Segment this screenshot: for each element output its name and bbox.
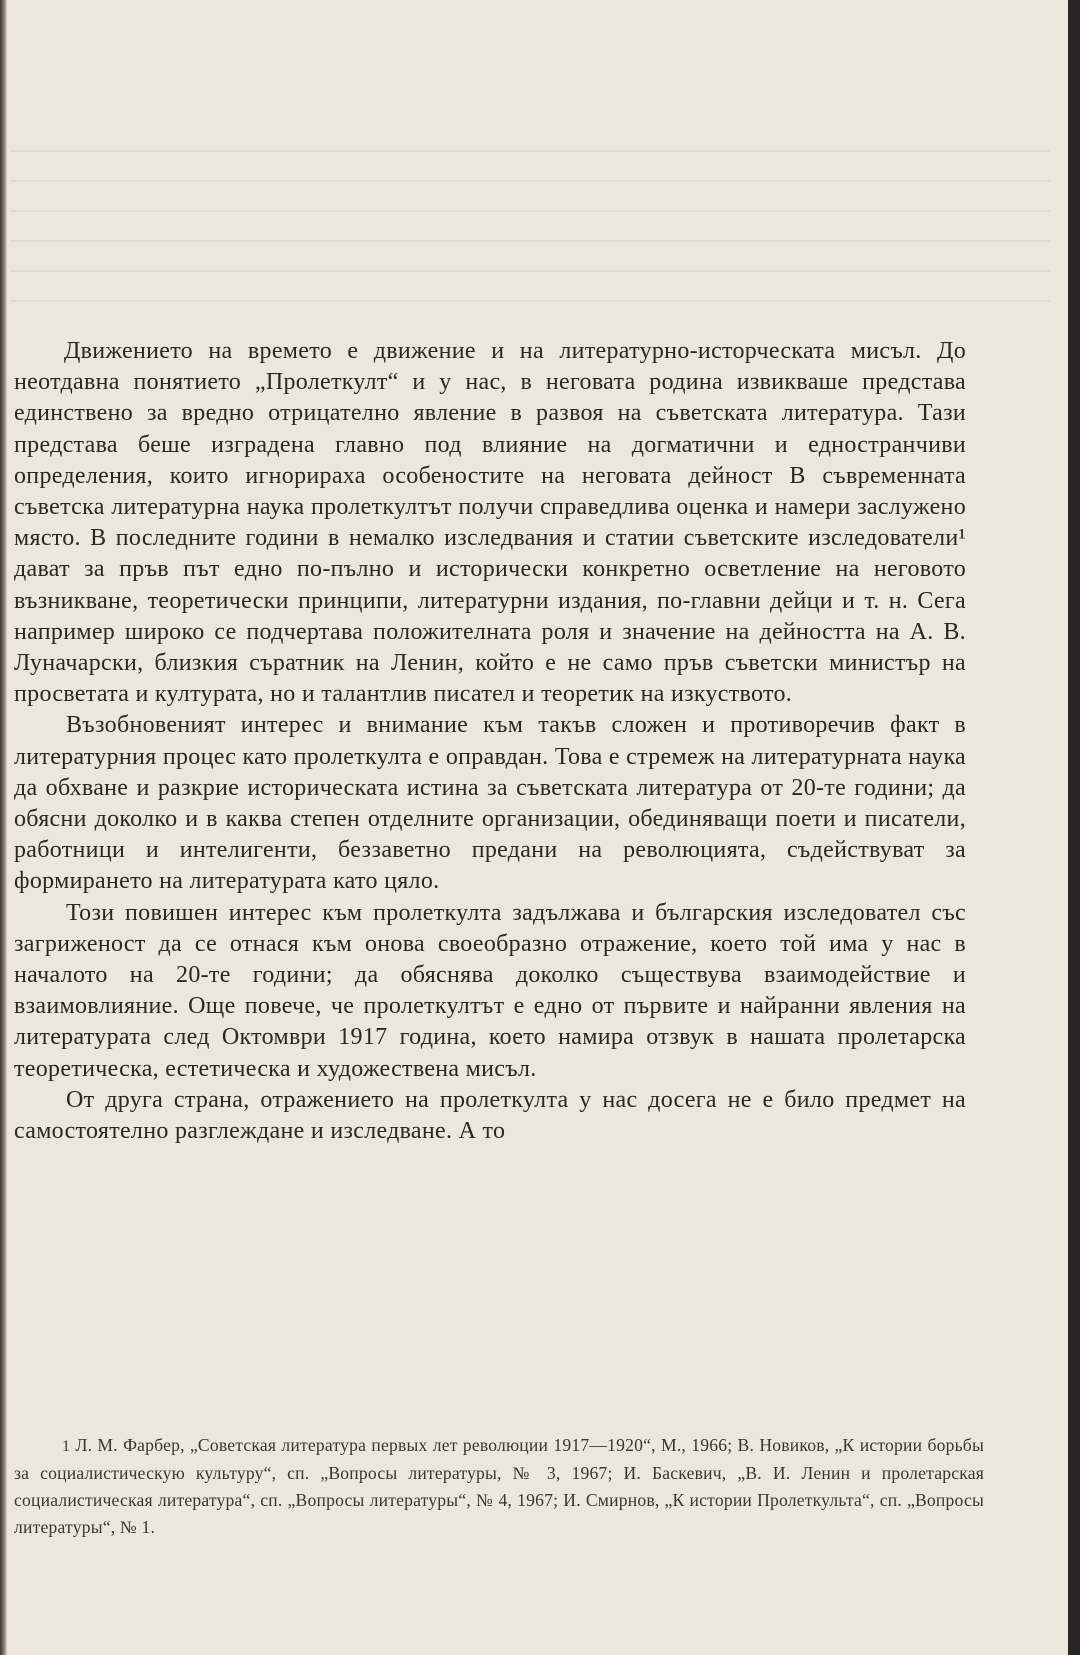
footnote-entry xyxy=(14,1432,984,1541)
main-text xyxy=(14,336,966,1147)
paragraph-3: Този повишен интерес към пролеткулта задължава и българския изследовател със загриженост да се отнася към онова своеобразно отражение, което той има у нас в началото на 20-те години; да обяснява доколко съществува взаимодействие и взаимовлияние. Още повече, че пролеткултът е едно от първите и найранни явления на литературата след Октомври 1917 година, което намира отзвук в нашата пролетарска теоретическа, естетическа и художествена мисъл. xyxy=(14,899,966,1082)
paragraph-2: Възобновеният интерес и внимание към такъв сложен и противоречив факт в литературния процес като пролеткулта е оправдан. Това е стремеж на литературната наука да обхване и разкрие историческата истина за съветската литература от 20-те години; да обясни доколко и в каква степен отделните организации, обединяващи поети и писатели, работници и интелигенти, беззаветно предани на революцията, съдействуват за формирането на литературата като цяло. xyxy=(14,712,966,895)
footnote-marker: 1 xyxy=(62,1438,71,1455)
paragraph-1: Движението на времето е движение и на литературно-исторческата мисъл. До неотдавна понятието „Пролеткулт“ и у нас, в неговата родина извикваше представа единствено за вредно отрицателно явление в развоя на съветската литература. Тази представа беше изградена главно под влияние на догматични и едностранчиви определения, които игнорираха особеностите на неговата дейност В съвременната съветска литературна наука пролеткултът получи справедлива оценка и намери заслужено място. В последните години в немалко изследвания и статии съветските изследователи¹ дават за пръв път едно по-пълно и исторически конкретно осветление на неговото възникване, теоретически принципи, литературни издания, по-главни дейци и т. н. Сега например широко се подчертава положителната роля и значение на дейността на А. В. Луначарски, близкия съратник на Ленин, който е не само пръв съветски министър на просветата и културата, но и талантлив писател и теоретик на изкуството. xyxy=(14,338,966,708)
page-edge xyxy=(1068,0,1074,1655)
show-through-text xyxy=(10,150,1050,330)
book-spine-shadow xyxy=(0,0,7,1655)
footnote-text: Л. М. Фарбер, „Советская литература первых лет революции 1917—1920“, М., 1966; В. Новиков, „К истории борьбы за социалистическую культуру“, сп. „Вопросы литературы, № 3, 1967; И. Баскевич, „В. И. Ленин и пролетарская социалистическая литература“, сп. „Вопросы литературы“, № 4, 1967; И. Смирнов, „К истории Пролеткульта“, сп. „Вопросы литературы“, № 1. xyxy=(14,1435,984,1537)
footnote xyxy=(14,1432,984,1541)
paragraph-4: От друга страна, отражението на пролеткулта у нас досега не е било предмет на самостоятелно разглеждане и изследване. А то xyxy=(14,1086,966,1145)
